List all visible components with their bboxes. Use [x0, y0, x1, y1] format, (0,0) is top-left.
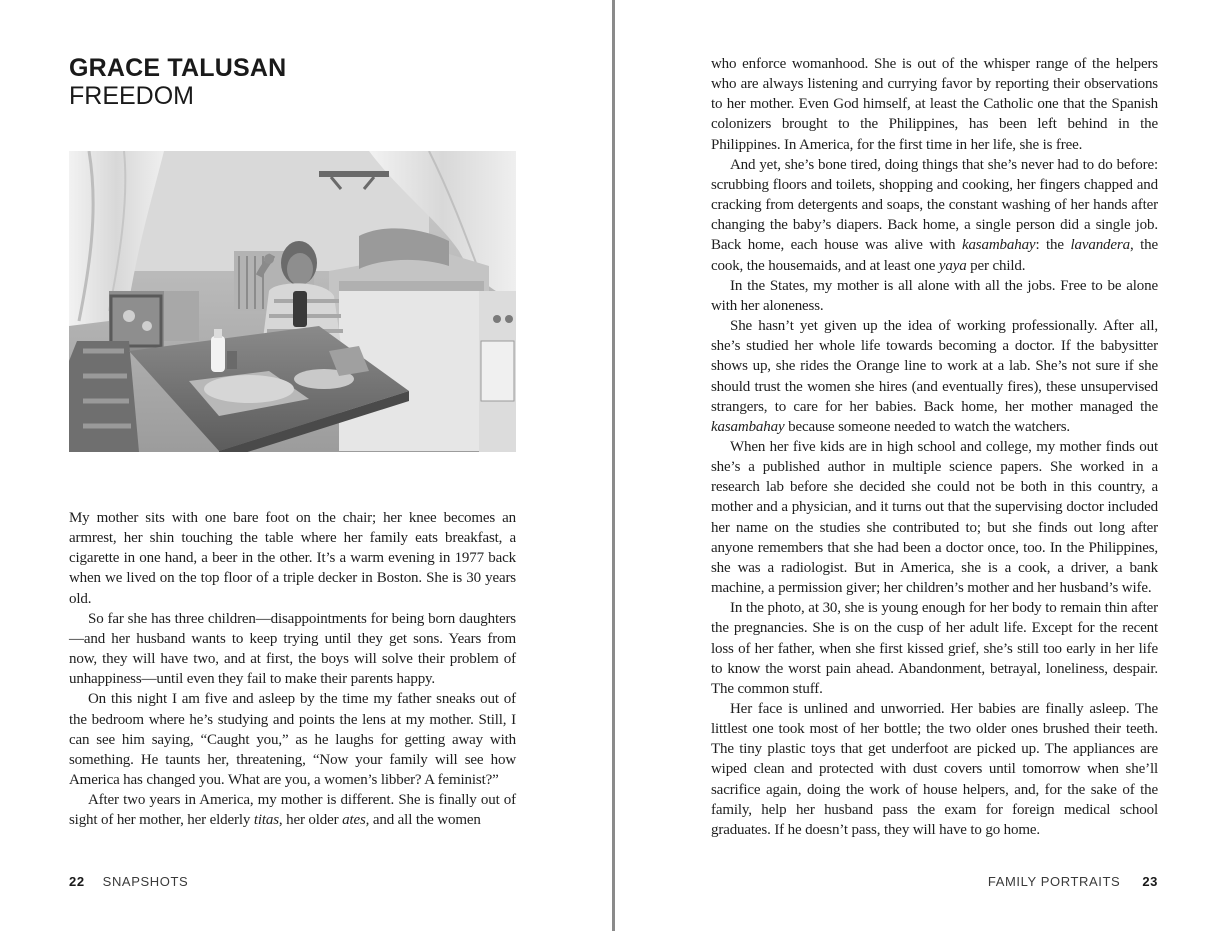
- body-paragraph: In the photo, at 30, she is young enough for her body to remain thin after the pregnancies. She is on the cusp of her adult life. Except for the recent loss of her father, when she first kissed grief, she’s still too early in her life to know the worst pain ahead. Abandonment, betrayal, loneliness, despair. The common stuff.: [711, 600, 1158, 697]
- right-folio: [988, 874, 1158, 890]
- body-paragraph: So far she has three children—disappointments for being born daughters—and her husband wants to keep trying until they get sons. Years from now, they will have two, and at first, the boys will solve their problem of unhappiness—until even they fail to make their parents happy.: [69, 610, 516, 688]
- running-head: SNAPSHOTS: [102, 874, 189, 889]
- page-number: 23: [1142, 874, 1158, 889]
- page-number: 22: [69, 874, 85, 889]
- body-paragraph: And yet, she’s bone tired, doing things that she’s never had to do before: scrubbing floors and toilets, shopping and cooking, her fingers chapped and cracking from detergents and soaps, the constant washing of her hands after changing the baby’s diapers. Back home, a single person did a single job. Back home, each house was alive with kasambahay: the lavandera, the cook, the housemaids, and at least one yaya per child.: [711, 156, 1159, 274]
- essay-title: FREEDOM: [69, 82, 194, 110]
- body-paragraph: Her face is unlined and unworried. Her babies are finally asleep. The littlest one took most of her bottle; the two older ones brushed their teeth. The tiny plastic toys that get underfoot are picked up. The appliances are wiped clean and protected with dust covers until tomorrow when she’ll sacrifice again, doing the work of house helpers, and, for the sake of the family, help her husband pass the exam for foreign medical school graduates. If he doesn’t pass, they will have to go home.: [711, 701, 1158, 838]
- body-paragraph: In the States, my mother is all alone with all the jobs. Free to be alone with her aloneness.: [711, 277, 1158, 314]
- left-folio: [69, 874, 188, 890]
- left-body-text: [69, 508, 516, 831]
- body-paragraph: who enforce womanhood. She is out of the whisper range of the helpers who are always listening and currying favor by reporting their observations to her mother. Even God himself, at least the Catholic one that the Spanish colonizers brought to the Philippines, has been left behind in the Philippines. In America, for the first time in her life, she is free.: [711, 56, 1158, 153]
- body-paragraph: When her five kids are in high school and college, my mother finds out she’s a published author in multiple science papers. She worked in a research lab before she decided she could not be both in this country, a mother and a physician, and it turns out that the supervising doctor included her name on the studies she contributed to; but she finds out long after anyone remembers that she had been a doctor once, too. In the Philippines, she was a radiologist. But in America, she is a cook, a driver, a bank machine, a permission giver; her children’s mother and her husband’s wife.: [711, 438, 1158, 597]
- body-paragraph: On this night I am five and asleep by the time my father sneaks out of the bedroom where he’s studying and points the lens at my mother. Still, I can see him saying, “Caught you,” as he laughs for getting away with something. He taunts her, threatening, “Now your family will see how America has changed you. What are you, a women’s libber? A feminist?”: [69, 691, 516, 789]
- body-paragraph: My mother sits with one bare foot on the chair; her knee becomes an armrest, her shin touching the table where her family eats breakfast, a cigarette in one hand, a beer in the other. It’s a warm evening in 1977 back when we lived on the top floor of a triple decker in Boston. She is 30 years old.: [69, 510, 516, 607]
- book-gutter: [612, 0, 615, 931]
- family-photo: [69, 151, 516, 452]
- body-paragraph: She hasn’t yet given up the idea of working professionally. After all, she’s studied her whole life towards becoming a doctor. If the babysitter shows up, she rides the Orange line to work at a lab. She’s not sure if she should trust the women she hires (and eventually fires), these unsupervised strangers, to care for her babies. Back home, her mother managed the kasambahay because someone needed to watch the watchers.: [711, 318, 1158, 435]
- author-name: GRACE TALUSAN: [69, 54, 287, 82]
- right-body-text: [711, 54, 1158, 840]
- body-paragraph: After two years in America, my mother is different. She is finally out of sight of her mother, her elderly titas, her older ates, and all the women: [69, 792, 516, 829]
- running-head: FAMILY PORTRAITS: [987, 874, 1121, 889]
